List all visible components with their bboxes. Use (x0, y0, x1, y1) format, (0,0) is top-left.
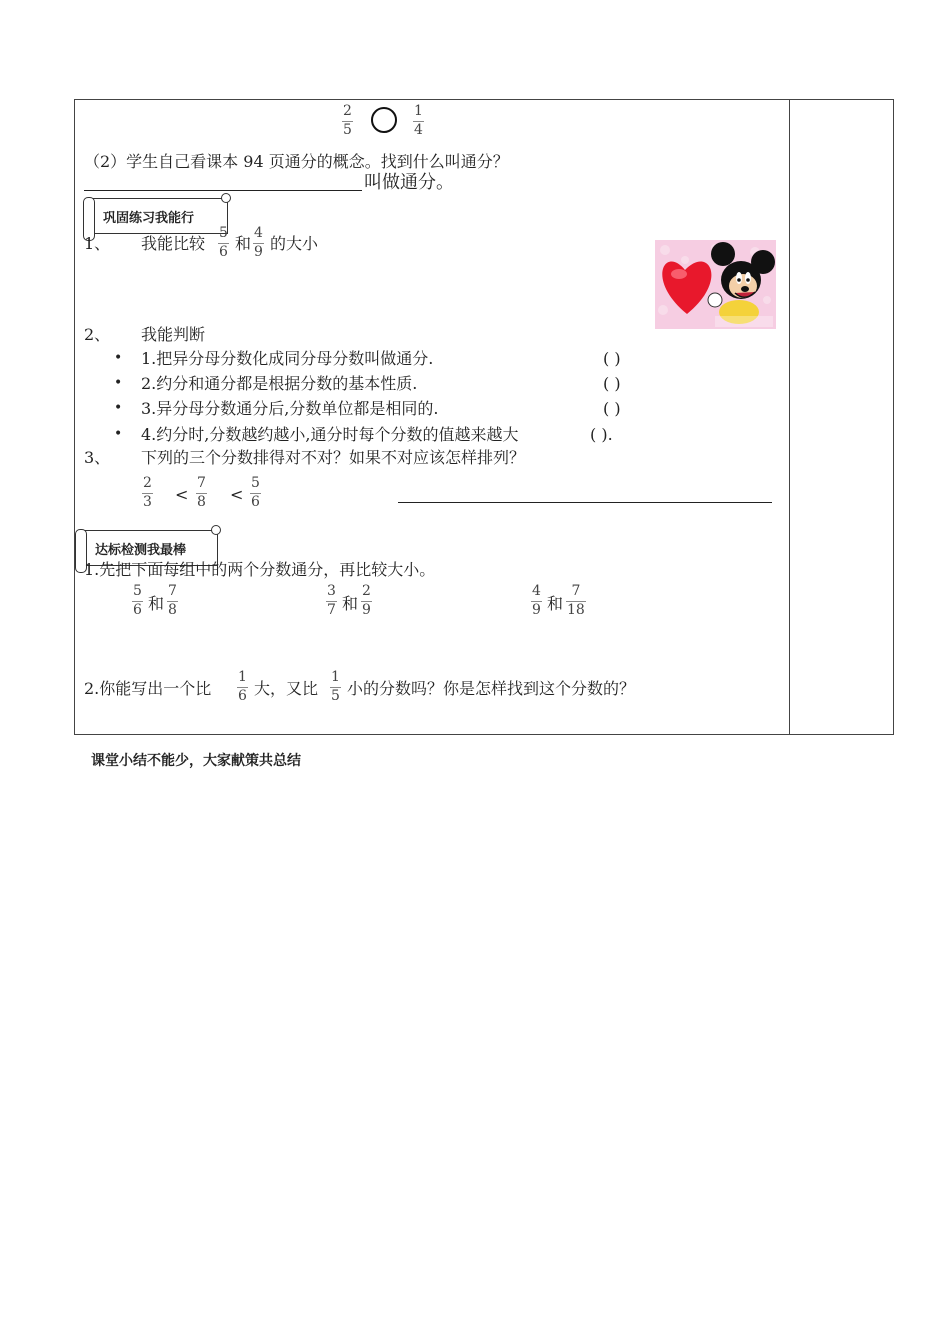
test2-text-c: 小的分数吗？你是怎样找到这个分数的？ (347, 679, 636, 698)
answer-line-ordering[interactable] (398, 502, 772, 503)
answer-line-definition[interactable] (84, 190, 362, 191)
bullet-icon: • (114, 350, 123, 366)
less-than-2: < (230, 485, 244, 504)
test2-text-b: 大，又比 (254, 679, 319, 698)
judge-answer-4[interactable]: ( ). (590, 425, 613, 444)
mickey-image (655, 240, 776, 329)
fraction-2-5: 2 5 (343, 103, 352, 138)
less-than-1: < (175, 485, 189, 504)
ex1-text-b: 的大小 (270, 234, 319, 253)
fraction-4-9: 4 9 (254, 225, 263, 260)
fraction-2-3: 2 3 (143, 475, 152, 510)
scroll-curl-top-icon (211, 525, 221, 535)
judge-answer-3[interactable]: ( ) (603, 399, 621, 418)
fraction-1-6: 1 6 (238, 669, 247, 704)
judge-item-1: 1.把异分母分数化成同分母分数叫做通分. (141, 349, 434, 368)
scroll-curl-top-icon (221, 193, 231, 203)
bullet-icon: • (114, 426, 123, 442)
fraction-4-9: 4 9 (532, 583, 541, 618)
fraction-5-6: 5 6 (219, 225, 228, 260)
fraction-5-6: 5 6 (251, 475, 260, 510)
banner-label: 达标检测我最棒 (95, 542, 187, 558)
judge-item-2: 2.约分和通分都是根据分数的基本性质. (141, 374, 418, 393)
judge-item-4: 4.约分时,分数越约越小,通分时每个分数的值越来越大 (141, 425, 519, 444)
fraction-2-9: 2 9 (362, 583, 371, 618)
ex2-title: 我能判断 (141, 325, 206, 344)
summary-heading: 课堂小结不能少，大家献策共总结 (91, 753, 301, 769)
ex1-text-a: 我能比较 (141, 234, 206, 253)
judge-answer-2[interactable]: ( ) (603, 374, 621, 393)
fraction-7-18: 7 18 (567, 583, 585, 618)
ex3-title: 下列的三个分数排得对不对？如果不对应该怎样排列？ (141, 448, 526, 467)
ex1-number: 1、 (84, 234, 111, 253)
test2-text-a: 2.你能写出一个比 (84, 679, 212, 698)
q2-text: （2）学生自己看课本 94 页通分的概念。找到什么叫通分？ (84, 152, 509, 171)
fraction-7-8: 7 8 (168, 583, 177, 618)
test1-he-1: 和 (148, 594, 165, 613)
bullet-icon: • (114, 400, 123, 416)
fraction-1-4: 1 4 (414, 103, 423, 138)
banner-label: 巩固练习我能行 (103, 210, 195, 226)
fraction-3-7: 3 7 (327, 583, 336, 618)
compare-circle[interactable] (371, 107, 397, 133)
fraction-7-8: 7 8 (197, 475, 206, 510)
judge-answer-1[interactable]: ( ) (603, 349, 621, 368)
ex2-number: 2、 (84, 325, 111, 344)
ex1-he: 和 (235, 234, 252, 253)
table-divider (789, 99, 790, 735)
fraction-5-6: 5 6 (133, 583, 142, 618)
ex3-number: 3、 (84, 448, 111, 467)
fraction-1-5: 1 5 (331, 669, 340, 704)
mickey-heart-illustration (655, 240, 776, 329)
bullet-icon: • (114, 375, 123, 391)
section-banner-practice (88, 198, 228, 234)
test1-text: 1.先把下面每组中的两个分数通分，再比较大小。 (84, 560, 436, 579)
test1-he-2: 和 (342, 594, 359, 613)
q2-suffix: 叫做通分。 (364, 172, 454, 193)
test1-he-3: 和 (547, 594, 564, 613)
judge-item-3: 3.异分母分数通分后,分数单位都是相同的. (141, 399, 439, 418)
